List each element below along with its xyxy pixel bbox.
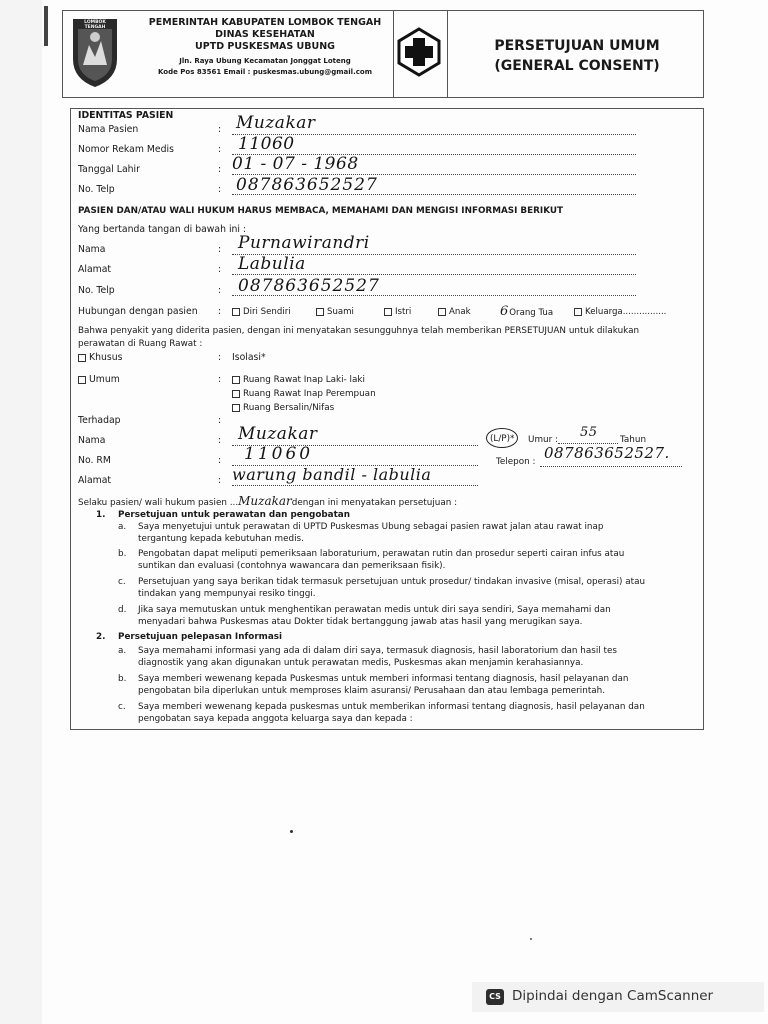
s1-b-key: b. — [118, 549, 127, 559]
colon: : — [218, 475, 222, 486]
guardian-notice: PASIEN DAN/ATAU WALI HUKUM HARUS MEMBACA, MEMAHAMI DAN MENGISI INFORMASI BERIKUT — [78, 206, 564, 216]
patient2-address-line — [232, 485, 478, 486]
relation-option-family[interactable]: Keluarga................ — [574, 306, 666, 318]
s1-c-line2: tindakan yang mempunyai resiko tinggi. — [138, 589, 316, 599]
checkbox-icon — [232, 404, 240, 412]
patient-name-label: Nama Pasien — [78, 124, 139, 135]
identity-heading: IDENTITAS PASIEN — [78, 110, 174, 121]
section-1-title: Persetujuan untuk perawatan dan pengobatan — [118, 510, 350, 520]
s1-d-key: d. — [118, 605, 127, 615]
checkmark-icon: 6 — [500, 304, 509, 319]
checkbox-icon — [232, 308, 240, 316]
s2-b-key: b. — [118, 674, 127, 684]
checkbox-icon — [384, 308, 392, 316]
s2-b-line1: Saya memberi wewenang kepada Puskesmas untuk memberi informasi tentang diagnosis, hasil pelayanan dan — [138, 674, 629, 684]
colon: : — [218, 352, 222, 363]
s1-c-line1: Persetujuan yang saya berikan tidak termasuk persetujuan untuk prosedur/ tindakan invasive (misal, operasi) atau — [138, 577, 646, 587]
phone-label: No. Telp — [78, 184, 115, 195]
s2-a-line1: Saya memahami informasi yang ada di dalam diri saya, termasuk diagnosis, hasil laboratorium dan hasil tes — [138, 646, 617, 656]
s1-d-line1: Jika saya memutuskan untuk menghentikan perawatan medis untuk diri saya sendiri, Saya memahami dan — [138, 605, 611, 615]
header-postal: Kode Pos 83561 Email : puskesmas.ubung@gmail.com — [157, 68, 372, 76]
s2-c-key: c. — [118, 702, 126, 712]
header-gov: PEMERINTAH KABUPATEN LOMBOK TENGAH — [148, 17, 382, 28]
checkbox-icon — [316, 308, 324, 316]
colon: : — [218, 415, 222, 426]
header-dept: DINAS KESEHATAN — [215, 29, 315, 40]
checkbox-icon — [574, 308, 582, 316]
checkbox-icon — [78, 354, 86, 362]
consent-intro-a: Selaku pasien/ wali hukum pasien ... — [78, 498, 239, 508]
care-statement-2: perawatan di Ruang Rawat : — [78, 339, 203, 349]
camscanner-text: Dipindai dengan CamScanner — [512, 988, 714, 1004]
colon: : — [218, 285, 222, 296]
patient2-address-value[interactable]: warung bandil - labulia — [232, 465, 432, 484]
patient2-rm-label: No. RM — [78, 455, 111, 466]
care-isolasi: Isolasi* — [232, 352, 266, 363]
guardian-phone-label: No. Telp — [78, 285, 115, 296]
s2-c-line1: Saya memberi wewenang kepada puskesmas untuk memberikan informasi tentang diagnosis, hasil pelayanan dan — [138, 702, 645, 712]
relation-option-parent[interactable]: 6Orang Tua — [500, 304, 554, 319]
colon: : — [218, 455, 222, 466]
scan-speck — [530, 938, 532, 940]
ward-male[interactable]: Ruang Rawat Inap Laki- laki — [232, 374, 365, 386]
care-umum[interactable]: Umum — [78, 374, 120, 386]
patient2-phone-line — [540, 466, 682, 467]
care-statement-1: Bahwa penyakit yang diderita pasien, dengan ini menyatakan sesungguhnya telah memberikan PERSETUJUAN untuk dilakukan — [78, 326, 640, 336]
header-divider-2 — [447, 11, 448, 97]
scan-edge — [0, 0, 42, 1024]
form-title: PERSETUJUAN UMUM — [494, 38, 660, 54]
patient2-phone-value[interactable]: 087863652527. — [544, 444, 670, 462]
guardian-address-line — [232, 274, 636, 275]
terhadap-label: Terhadap — [78, 415, 121, 426]
s2-a-line2: diagnostik yang akan digunakan untuk perawatan medis, Puskesmas akan menjamin kerahasiannya. — [138, 658, 584, 668]
s1-a-line1: Saya menyetujui untuk perawatan di UPTD Puskesmas Ubung sebagai pasien rawat jalan atau rawat inap — [138, 522, 604, 532]
guardian-address-label: Alamat — [78, 264, 112, 275]
patient2-address-label: Alamat — [78, 475, 112, 486]
camscanner-watermark — [472, 982, 764, 1012]
section-2-title: Persetujuan pelepasan Informasi — [118, 632, 283, 642]
section-2-number: 2. — [96, 632, 106, 642]
guardian-phone-value[interactable]: 087863652527 — [238, 276, 380, 296]
colon: : — [218, 144, 222, 155]
s1-b-line2: suntikan dan evaluasi (contohnya wawancara dan pemeriksaan fisik). — [138, 561, 446, 571]
checkbox-icon — [232, 376, 240, 384]
s2-a-key: a. — [118, 646, 127, 656]
rm-label: Nomor Rekam Medis — [78, 144, 174, 155]
letterhead — [62, 10, 704, 98]
guardian-intro: Yang bertanda tangan di bawah ini : — [78, 224, 247, 235]
colon: : — [218, 164, 222, 175]
scan-speck — [290, 830, 293, 833]
guardian-name-label: Nama — [78, 244, 106, 255]
age-unit: Tahun — [620, 435, 647, 445]
care-khusus[interactable]: Khusus — [78, 352, 122, 364]
s1-c-key: c. — [118, 577, 126, 587]
checkbox-icon — [232, 390, 240, 398]
s1-a-line2: tergantung kepada kebutuhan medis. — [138, 534, 304, 544]
scan-edge-mark — [44, 6, 48, 46]
guardian-address-value[interactable]: Labulia — [238, 254, 306, 274]
gender-label: (L/P)* — [490, 434, 515, 444]
patient2-name-label: Nama — [78, 435, 106, 446]
ward-female[interactable]: Ruang Rawat Inap Perempuan — [232, 388, 376, 400]
rm-value[interactable]: 11060 — [238, 134, 295, 154]
relation-option-child[interactable]: Anak — [438, 306, 471, 318]
section-1-number: 1. — [96, 510, 106, 520]
header-address: Jln. Raya Ubung Kecamatan Jonggat Loteng — [179, 57, 351, 65]
dob-label: Tanggal Lahir — [78, 164, 140, 175]
colon: : — [218, 264, 222, 275]
age-label: Umur : — [528, 435, 558, 445]
s2-c-line2: pengobatan saya kepada anggota keluarga saya dan kepada : — [138, 714, 413, 724]
dob-value[interactable]: 01 - 07 - 1968 — [232, 154, 359, 174]
age-value[interactable]: 55 — [580, 425, 598, 440]
s1-a-key: a. — [118, 522, 127, 532]
camscanner-badge-icon: CS — [486, 989, 504, 1005]
patient2-phone-label: Telepon : — [496, 457, 536, 467]
consent-intro-name[interactable]: Muzakar — [238, 494, 292, 508]
colon: : — [218, 306, 222, 317]
header-divider — [393, 11, 394, 97]
guardian-name-value[interactable]: Purnawirandri — [238, 233, 370, 253]
s1-d-line2: menyadari bahwa Puskesmas atau Dokter tidak bertanggung jawab atas hasil yang merugikan saya. — [138, 617, 583, 627]
phone-value[interactable]: 087863652527 — [236, 175, 378, 195]
colon: : — [218, 184, 222, 195]
regency-logo — [69, 15, 121, 89]
consent-intro-b: dengan ini menyatakan persetujuan : — [291, 498, 458, 508]
relation-option-husband[interactable]: Suami — [316, 306, 354, 318]
colon: : — [218, 435, 222, 446]
relation-label: Hubungan dengan pasien — [78, 306, 198, 317]
header-unit: UPTD PUSKESMAS UBUNG — [195, 41, 335, 52]
ward-maternity[interactable]: Ruang Bersalin/Nifas — [232, 402, 334, 414]
patient2-rm-value[interactable]: 11060 — [244, 444, 314, 464]
patient-name-value[interactable]: Muzakar — [236, 113, 316, 133]
relation-option-wife[interactable]: Istri — [384, 306, 411, 318]
logo-text: LOMBOK TENGAH — [84, 20, 106, 30]
consent-intro — [78, 495, 457, 509]
s1-b-line1: Pengobatan dapat meliputi pemeriksaan laboraturium, perawatan rutin dan prosedur seperti cairan infus atau — [138, 549, 625, 559]
relation-option-self[interactable]: Diri Sendiri — [232, 306, 291, 318]
s2-b-line2: pengobatan bila diperlukan untuk memproses klaim asuransi/ Perusahaan dan atau lembaga pemerintah. — [138, 686, 606, 696]
colon: : — [218, 374, 222, 385]
form-subtitle: (GENERAL CONSENT) — [494, 58, 660, 74]
checkbox-icon — [78, 376, 86, 384]
patient2-name-value[interactable]: Muzakar — [238, 424, 318, 444]
colon: : — [218, 124, 222, 135]
colon: : — [218, 244, 222, 255]
checkbox-icon — [438, 308, 446, 316]
puskesmas-logo — [395, 27, 443, 77]
